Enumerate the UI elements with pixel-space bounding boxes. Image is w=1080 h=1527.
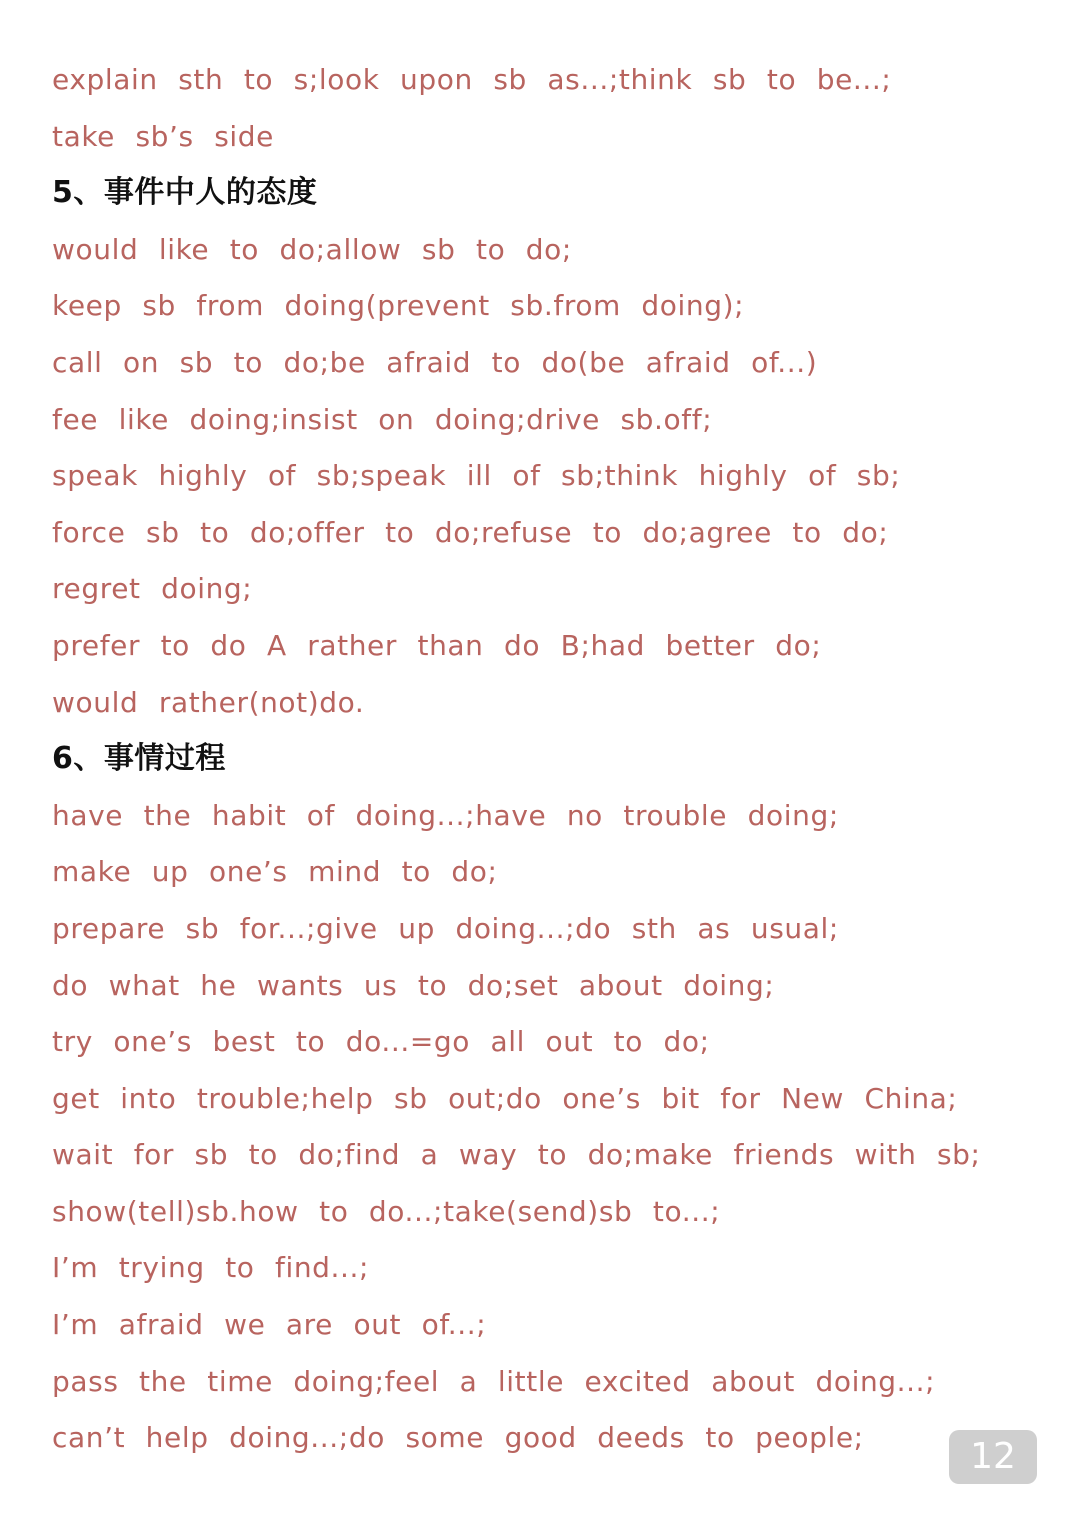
phrase-line: wait for sb to do;find a way to do;make friends with sb; — [52, 1138, 981, 1172]
phrase-line: pass the time doing;feel a little excited about doing...; — [52, 1364, 936, 1398]
phrase-line: try one’s best to do...=go all out to do; — [52, 1025, 710, 1059]
phrase-line: would rather(not)do. — [52, 685, 365, 719]
section-heading-5: 5、事件中人的态度 — [52, 175, 318, 211]
phrase-line: I’m trying to find...; — [52, 1251, 370, 1285]
phrase-line: speak highly of sb;speak ill of sb;think highly of sb; — [52, 459, 901, 493]
phrase-line: call on sb to do;be afraid to do(be afraid of...) — [52, 345, 818, 379]
phrase-line: get into trouble;help sb out;do one’s bit for New China; — [52, 1081, 958, 1115]
phrase-line: explain sth to s;look upon sb as...;think sb to be...; — [52, 63, 892, 96]
phrase-line: take sb’s side — [52, 119, 274, 153]
phrase-line: keep sb from doing(prevent sb.from doing); — [52, 289, 745, 323]
phrase-line: prefer to do A rather than do B;had better do; — [52, 628, 822, 662]
phrase-line: have the habit of doing...;have no trouble doing; — [52, 798, 839, 832]
phrase-line: would like to do;allow sb to do; — [52, 232, 572, 266]
phrase-line: prepare sb for...;give up doing...;do sth as usual; — [52, 911, 839, 945]
phrase-line: can’t help doing...;do some good deeds to people; — [52, 1421, 864, 1455]
phrase-line: make up one’s mind to do; — [52, 855, 498, 889]
section-heading-6: 6、事情过程 — [52, 741, 226, 777]
phrase-line: regret doing; — [52, 572, 253, 606]
phrase-line: force sb to do;offer to do;refuse to do;agree to do; — [52, 515, 889, 549]
phrase-line: show(tell)sb.how to do...;take(send)sb to...; — [52, 1194, 721, 1228]
page-number-badge: 12 — [949, 1430, 1037, 1484]
phrase-line: I’m afraid we are out of...; — [52, 1308, 487, 1342]
document-body — [52, 52, 1032, 1467]
phrase-line: fee like doing;insist on doing;drive sb.off; — [52, 402, 713, 436]
phrase-line: do what he wants us to do;set about doing; — [52, 968, 775, 1002]
